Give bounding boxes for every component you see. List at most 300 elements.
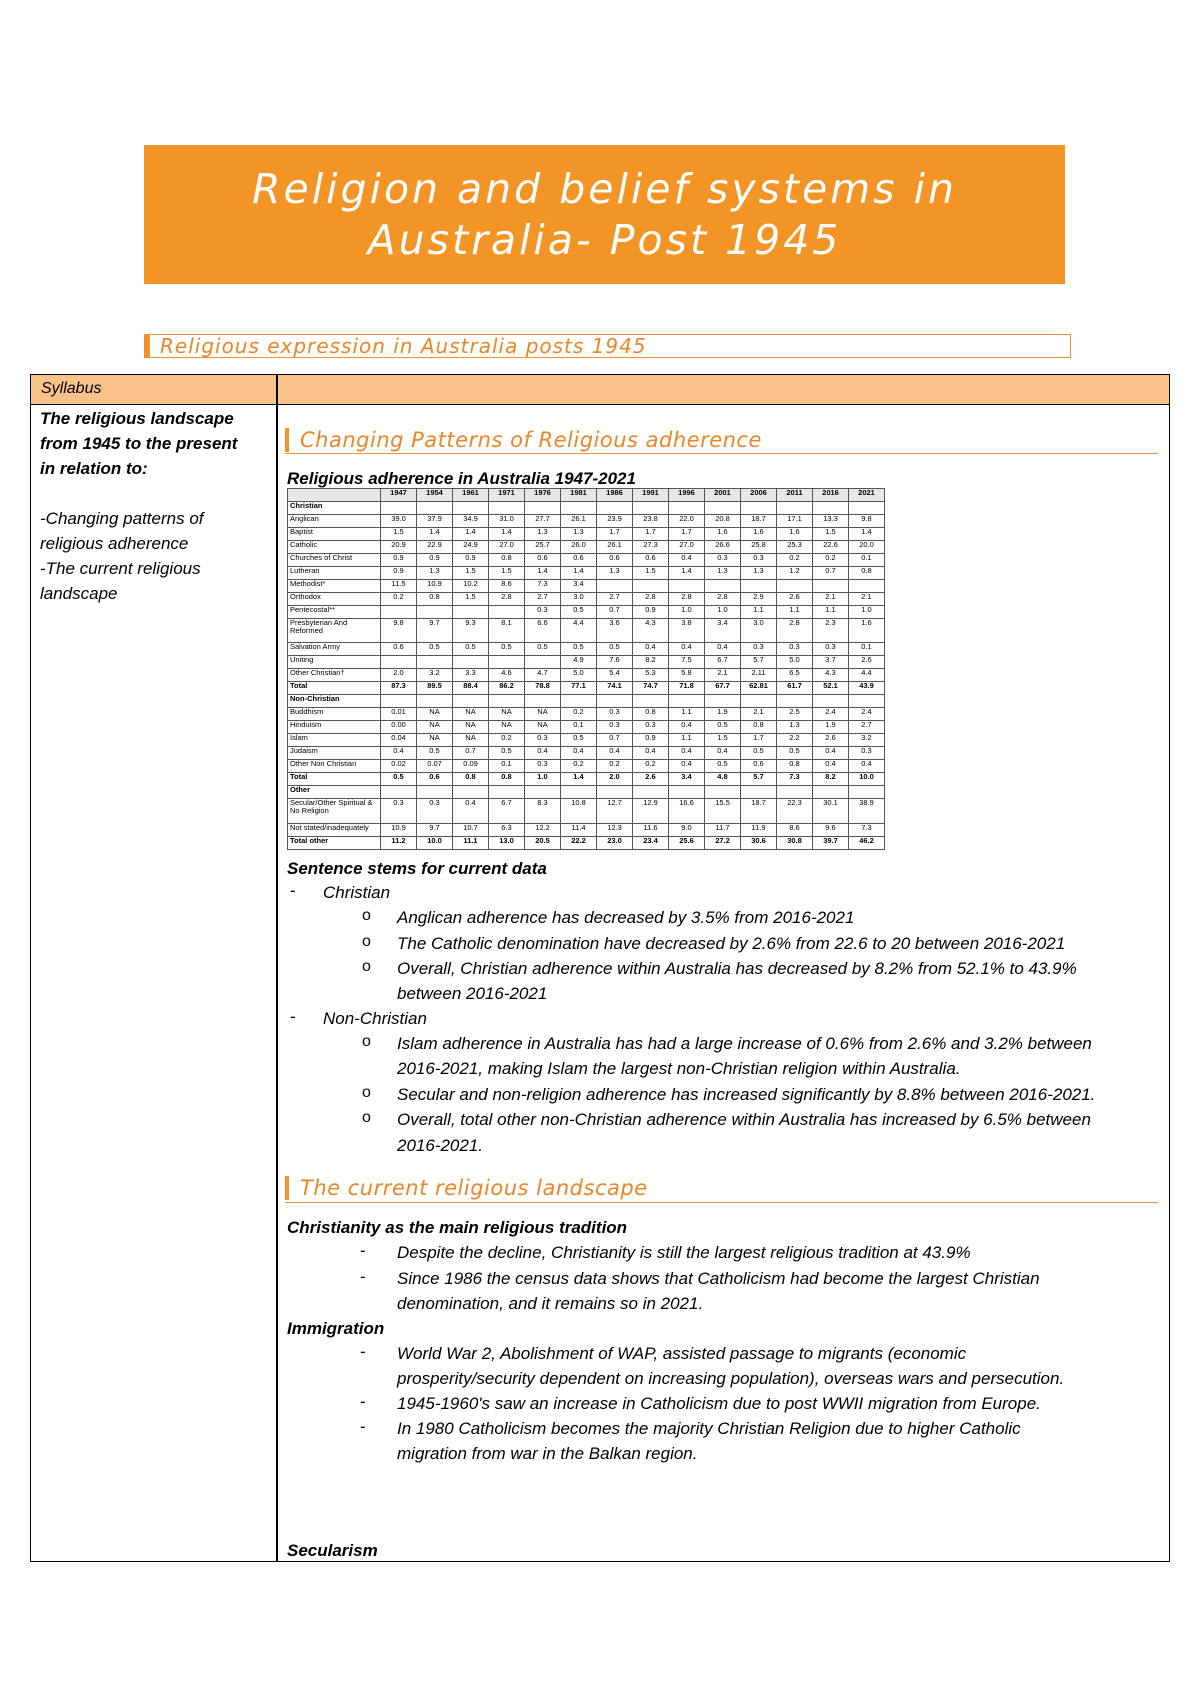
table-row xyxy=(288,579,885,592)
table-cell: 25.3 xyxy=(777,540,813,553)
table-cell: 0.5 xyxy=(417,643,453,656)
year-header: 1991 xyxy=(633,489,669,502)
table-cell: 0.5 xyxy=(489,747,525,760)
section-heading-box xyxy=(144,334,1071,358)
table-cell: 2.3 xyxy=(813,618,849,643)
christian-point: Overall, Christian adherence within Australia has decreased by 8.2% from 52.1% to 43.9% xyxy=(397,959,1077,978)
table-cell xyxy=(561,501,597,514)
year-header: 2006 xyxy=(741,489,777,502)
table-cell xyxy=(705,579,741,592)
table-cell: 0.4 xyxy=(669,747,705,760)
table-cell xyxy=(381,501,417,514)
table-cell: 1.1 xyxy=(669,708,705,721)
section-title: Religious expression in Australia posts 1945 xyxy=(160,334,647,358)
row-label: Pentecostal** xyxy=(288,605,381,618)
table-cell: 0.4 xyxy=(633,747,669,760)
row-label: Lutheran xyxy=(288,566,381,579)
table-cell: 34.9 xyxy=(453,514,489,527)
table-cell: 38.9 xyxy=(849,799,885,824)
year-header: 1971 xyxy=(489,489,525,502)
table-cell: 1.3 xyxy=(705,566,741,579)
table-cell: 5.0 xyxy=(561,669,597,682)
table-cell: 8.2 xyxy=(813,773,849,786)
table-cell: 2.8 xyxy=(705,592,741,605)
table-row xyxy=(288,618,885,643)
table-cell: 0.8 xyxy=(741,721,777,734)
table-cell: 43.9 xyxy=(849,682,885,695)
table-cell: 0.8 xyxy=(777,760,813,773)
table-cell: 0.1 xyxy=(561,721,597,734)
table-cell: 0.8 xyxy=(417,592,453,605)
table-cell: 23.8 xyxy=(633,514,669,527)
table-cell: 20.8 xyxy=(705,514,741,527)
title-line-1: Religion and belief systems in xyxy=(252,164,957,213)
table-cell xyxy=(777,786,813,799)
table-cell: 11.1 xyxy=(453,836,489,849)
table-cell: 20.9 xyxy=(381,540,417,553)
row-label: Other Christian† xyxy=(288,669,381,682)
table-cell: 13.3 xyxy=(813,514,849,527)
document-title xyxy=(252,164,957,266)
table-cell: 10.0 xyxy=(849,773,885,786)
table-title: Religious adherence in Australia 1947-2021 xyxy=(287,469,636,488)
immigration-point-cont: prosperity/security dependent on increasing population), overseas wars and persecution. xyxy=(397,1369,1065,1388)
table-cell: 0.3 xyxy=(813,643,849,656)
table-cell: 27.2 xyxy=(705,836,741,849)
table-cell: 0.01 xyxy=(381,708,417,721)
table-row xyxy=(288,669,885,682)
heading-current-landscape: The current religious landscape xyxy=(300,1176,648,1200)
table-cell: 5.7 xyxy=(741,656,777,669)
table-cell: 10.8 xyxy=(561,799,597,824)
table-cell: 1.9 xyxy=(813,721,849,734)
table-cell: 4.4 xyxy=(849,669,885,682)
table-cell: 0.8 xyxy=(489,773,525,786)
row-label: Methodist* xyxy=(288,579,381,592)
table-row xyxy=(288,501,885,514)
table-cell xyxy=(381,605,417,618)
table-cell: 1.6 xyxy=(777,527,813,540)
table-cell: 2.7 xyxy=(525,592,561,605)
table-cell: 26.0 xyxy=(561,540,597,553)
syllabus-item: -The current religious xyxy=(40,559,201,578)
table-cell: 0.3 xyxy=(417,799,453,824)
christianity-point: Since 1986 the census data shows that Catholicism had become the largest Christian xyxy=(397,1269,1040,1288)
table-cell: 0.2 xyxy=(381,592,417,605)
table-cell: 5.7 xyxy=(741,773,777,786)
table-cell xyxy=(453,695,489,708)
table-cell: 9.8 xyxy=(849,514,885,527)
table-cell: 12.7 xyxy=(597,799,633,824)
table-cell: 6.6 xyxy=(525,618,561,643)
table-cell: 1.3 xyxy=(417,566,453,579)
table-cell: 7.6 xyxy=(597,656,633,669)
table-row xyxy=(288,605,885,618)
row-label: Other Non Christian xyxy=(288,760,381,773)
table-cell xyxy=(561,786,597,799)
table-cell: 11.4 xyxy=(561,823,597,836)
row-label: Islam xyxy=(288,734,381,747)
table-cell: 30.8 xyxy=(777,836,813,849)
row-label: Christian xyxy=(288,501,381,514)
table-cell: 0.4 xyxy=(705,643,741,656)
table-cell: 0.4 xyxy=(669,760,705,773)
table-cell: 18.7 xyxy=(741,799,777,824)
table-cell: 7.3 xyxy=(777,773,813,786)
table-cell: 12.2 xyxy=(525,823,561,836)
table-cell: 1.5 xyxy=(705,734,741,747)
table-cell xyxy=(705,786,741,799)
table-cell xyxy=(525,695,561,708)
table-cell: 67.7 xyxy=(705,682,741,695)
table-cell: 1.1 xyxy=(813,605,849,618)
table-cell: 4.3 xyxy=(813,669,849,682)
immigration-point: In 1980 Catholicism becomes the majority Christian Religion due to higher Catholic xyxy=(397,1419,1021,1438)
table-cell: 0.4 xyxy=(525,747,561,760)
table-cell: 74.7 xyxy=(633,682,669,695)
table-cell: 0.5 xyxy=(489,643,525,656)
table-cell: 26.1 xyxy=(597,540,633,553)
table-cell: 1.0 xyxy=(669,605,705,618)
christian-point: Anglican adherence has decreased by 3.5% from 2016-2021 xyxy=(397,908,855,927)
table-cell: 0.5 xyxy=(561,605,597,618)
heading-accent-bar xyxy=(285,1176,289,1200)
table-cell: 5.4 xyxy=(597,669,633,682)
table-cell: 89.5 xyxy=(417,682,453,695)
table-cell: 1.5 xyxy=(813,527,849,540)
table-cell: 0.3 xyxy=(705,553,741,566)
table-cell: 2.6 xyxy=(777,592,813,605)
table-cell: 1.4 xyxy=(489,527,525,540)
table-cell: 0.2 xyxy=(561,708,597,721)
table-cell: 8.2 xyxy=(633,656,669,669)
year-header: 1986 xyxy=(597,489,633,502)
table-cell: 0.9 xyxy=(417,553,453,566)
table-cell: 1.3 xyxy=(525,527,561,540)
table-cell xyxy=(381,695,417,708)
table-cell xyxy=(741,501,777,514)
table-cell: 3.6 xyxy=(597,618,633,643)
table-cell: 2.5 xyxy=(777,708,813,721)
table-cell: 39.0 xyxy=(381,514,417,527)
table-cell xyxy=(813,695,849,708)
table-cell: 0.3 xyxy=(741,553,777,566)
title-line-2: Australia- Post 1945 xyxy=(367,215,842,264)
table-cell: 1.0 xyxy=(705,605,741,618)
table-cell: 0.8 xyxy=(849,566,885,579)
table-cell: 26.6 xyxy=(705,540,741,553)
table-cell: 16.6 xyxy=(669,799,705,824)
secularism-title: Secularism xyxy=(287,1541,378,1560)
table-cell: 0.6 xyxy=(381,643,417,656)
table-cell xyxy=(561,695,597,708)
row-label: Churches of Christ xyxy=(288,553,381,566)
table-cell: 22.0 xyxy=(669,514,705,527)
table-cell: 23.9 xyxy=(597,514,633,527)
table-cell: NA xyxy=(489,708,525,721)
table-cell: 3.4 xyxy=(705,618,741,643)
row-label: Not stated/inadequately xyxy=(288,823,381,836)
christianity-point: Despite the decline, Christianity is still the largest religious tradition at 43.9% xyxy=(397,1243,971,1262)
table-cell: 2.6 xyxy=(813,734,849,747)
table-cell: NA xyxy=(417,734,453,747)
table-cell: 27.7 xyxy=(525,514,561,527)
table-cell xyxy=(813,501,849,514)
table-cell: 0.6 xyxy=(597,553,633,566)
syllabus-content xyxy=(40,406,250,606)
table-cell: 0.3 xyxy=(525,760,561,773)
table-cell: 20.5 xyxy=(525,836,561,849)
table-row xyxy=(288,773,885,786)
syllabus-item: -Changing patterns of xyxy=(40,509,204,528)
table-cell: 0.7 xyxy=(597,734,633,747)
table-cell: 1.3 xyxy=(597,566,633,579)
table-cell: 9.7 xyxy=(417,618,453,643)
table-cell xyxy=(453,605,489,618)
table-cell: 3.4 xyxy=(669,773,705,786)
table-cell: 1.4 xyxy=(561,773,597,786)
table-cell: 46.2 xyxy=(849,836,885,849)
syllabus-item: religious adherence xyxy=(40,534,189,553)
table-cell: 0.6 xyxy=(417,773,453,786)
table-cell: 7.3 xyxy=(525,579,561,592)
table-cell: 31.0 xyxy=(489,514,525,527)
table-cell: 8.6 xyxy=(489,579,525,592)
table-cell: 0.9 xyxy=(633,605,669,618)
christian-point: The Catholic denomination have decreased by 2.6% from 22.6 to 20 between 2016-2021 xyxy=(397,934,1066,953)
table-cell: 0.5 xyxy=(561,643,597,656)
table-cell xyxy=(417,656,453,669)
table-cell: 0.7 xyxy=(597,605,633,618)
heading-changing-patterns: Changing Patterns of Religious adherence xyxy=(300,428,762,452)
table-cell: 0.04 xyxy=(381,734,417,747)
title-banner xyxy=(144,145,1065,284)
table-cell: 1.3 xyxy=(777,721,813,734)
table-cell: 0.2 xyxy=(561,760,597,773)
table-cell: 0.3 xyxy=(381,799,417,824)
nonchristian-point: Overall, total other non-Christian adherence within Australia has increased by 6.5% between xyxy=(397,1110,1091,1129)
table-cell: 0.5 xyxy=(525,643,561,656)
table-cell: 24.9 xyxy=(453,540,489,553)
table-cell xyxy=(849,786,885,799)
nonchristian-point-cont: 2016-2021. xyxy=(397,1136,484,1155)
circle-bullet: o xyxy=(362,1033,371,1050)
table-cell: NA xyxy=(525,721,561,734)
dash-bullet: - xyxy=(360,1392,366,1411)
table-cell xyxy=(525,656,561,669)
table-cell xyxy=(489,695,525,708)
table-cell: 10.2 xyxy=(453,579,489,592)
table-cell: 2.1 xyxy=(741,708,777,721)
table-row xyxy=(288,514,885,527)
table-cell xyxy=(525,501,561,514)
table-cell: 30.1 xyxy=(813,799,849,824)
table-cell xyxy=(489,656,525,669)
table-cell: 22.9 xyxy=(417,540,453,553)
table-cell: 1.9 xyxy=(705,708,741,721)
year-header: 2001 xyxy=(705,489,741,502)
table-cell: 12.9 xyxy=(633,799,669,824)
table-row xyxy=(288,799,885,824)
table-cell xyxy=(669,695,705,708)
table-cell: 1.6 xyxy=(849,618,885,643)
table-cell: 4.4 xyxy=(561,618,597,643)
table-cell: 25.6 xyxy=(669,836,705,849)
table-cell: 22.6 xyxy=(813,540,849,553)
table-cell: 39.7 xyxy=(813,836,849,849)
table-cell: 0.5 xyxy=(417,747,453,760)
table-cell: NA xyxy=(525,708,561,721)
table-cell: 7.3 xyxy=(849,823,885,836)
table-cell: 11.7 xyxy=(705,823,741,836)
year-header: 1954 xyxy=(417,489,453,502)
table-cell: 1.1 xyxy=(669,734,705,747)
table-cell: 11.2 xyxy=(381,836,417,849)
table-cell xyxy=(669,501,705,514)
table-cell xyxy=(525,786,561,799)
table-cell xyxy=(417,605,453,618)
immigration-point: 1945-1960's saw an increase in Catholicism due to post WWII migration from Europe. xyxy=(397,1394,1041,1413)
table-cell: 0.2 xyxy=(633,760,669,773)
table-cell: 0.4 xyxy=(669,553,705,566)
table-cell: 0.8 xyxy=(633,708,669,721)
table-cell: 4.9 xyxy=(561,656,597,669)
row-label: Secular/Other Spiritual & No Religion xyxy=(288,799,381,824)
section-accent-bar xyxy=(145,335,150,357)
row-label: Total other xyxy=(288,836,381,849)
table-cell: 0.3 xyxy=(777,643,813,656)
table-cell: 0.5 xyxy=(453,643,489,656)
table-cell: 0.5 xyxy=(777,747,813,760)
table-cell: 0.2 xyxy=(489,734,525,747)
table-cell: 1.1 xyxy=(741,605,777,618)
table-cell: NA xyxy=(417,708,453,721)
table-cell xyxy=(813,786,849,799)
table-cell: 1.4 xyxy=(849,527,885,540)
syllabus-item: landscape xyxy=(40,584,118,603)
year-header: 1976 xyxy=(525,489,561,502)
table-cell: 20.0 xyxy=(849,540,885,553)
table-cell: 0.1 xyxy=(849,643,885,656)
table-cell: 0.4 xyxy=(849,760,885,773)
table-cell: 62.81 xyxy=(741,682,777,695)
table-cell: 8.1 xyxy=(489,618,525,643)
table-cell: 22.2 xyxy=(561,836,597,849)
table-cell: 52.1 xyxy=(813,682,849,695)
table-cell: 0.4 xyxy=(669,721,705,734)
table-cell: 0.2 xyxy=(777,553,813,566)
table-cell: 25.8 xyxy=(741,540,777,553)
table-cell xyxy=(633,501,669,514)
table-cell: 4.3 xyxy=(633,618,669,643)
table-cell: 22.3 xyxy=(777,799,813,824)
table-cell: 1.0 xyxy=(525,773,561,786)
table-cell xyxy=(597,695,633,708)
table-cell xyxy=(669,786,705,799)
table-cell: 3.2 xyxy=(849,734,885,747)
table-cell: 1.4 xyxy=(525,566,561,579)
table-cell: 13.0 xyxy=(489,836,525,849)
table-cell: 10.9 xyxy=(381,823,417,836)
syllabus-header: Syllabus xyxy=(41,380,102,397)
table-cell: 3.7 xyxy=(813,656,849,669)
immigration-point-cont: migration from war in the Balkan region. xyxy=(397,1444,698,1463)
table-cell xyxy=(597,579,633,592)
circle-bullet: o xyxy=(362,933,371,950)
table-cell: 7.5 xyxy=(669,656,705,669)
table-cell xyxy=(849,695,885,708)
row-label: Anglican xyxy=(288,514,381,527)
table-cell: 1.4 xyxy=(417,527,453,540)
table-cell: 1.7 xyxy=(741,734,777,747)
table-cell xyxy=(417,501,453,514)
table-cell xyxy=(741,786,777,799)
table-row xyxy=(288,527,885,540)
table-cell: 2.6 xyxy=(849,656,885,669)
dash-bullet: - xyxy=(360,1241,366,1260)
table-cell: NA xyxy=(453,721,489,734)
table-cell: 3.0 xyxy=(741,618,777,643)
table-corner-cell xyxy=(288,489,381,502)
table-cell xyxy=(849,579,885,592)
table-cell: 1.7 xyxy=(669,527,705,540)
table-cell: 3.8 xyxy=(669,618,705,643)
table-cell: 1.5 xyxy=(489,566,525,579)
table-cell: 0.2 xyxy=(597,760,633,773)
table-cell: 1.5 xyxy=(381,527,417,540)
table-cell xyxy=(453,786,489,799)
table-cell: 77.1 xyxy=(561,682,597,695)
syllabus-line: The religious landscape xyxy=(40,409,234,428)
table-cell: 0.5 xyxy=(741,747,777,760)
table-cell: 2.6 xyxy=(633,773,669,786)
row-label: Catholic xyxy=(288,540,381,553)
table-cell: 1.2 xyxy=(777,566,813,579)
immigration-title: Immigration xyxy=(287,1319,385,1338)
immigration-point: World War 2, Abolishment of WAP, assisted passage to migrants (economic xyxy=(397,1344,967,1363)
table-cell xyxy=(381,786,417,799)
table-cell: 2.1 xyxy=(849,592,885,605)
table-cell: 0.4 xyxy=(561,747,597,760)
year-header: 1996 xyxy=(669,489,705,502)
table-cell: 1.1 xyxy=(777,605,813,618)
table-cell: 2.11 xyxy=(741,669,777,682)
table-cell: 0.6 xyxy=(741,760,777,773)
table-row xyxy=(288,721,885,734)
table-cell: 2.0 xyxy=(597,773,633,786)
table-row xyxy=(288,708,885,721)
table-row xyxy=(288,682,885,695)
table-cell: 0.5 xyxy=(597,643,633,656)
table-cell: 0.3 xyxy=(633,721,669,734)
heading-accent-bar xyxy=(285,428,289,452)
table-cell: 0.3 xyxy=(525,605,561,618)
table-cell: 2.7 xyxy=(849,721,885,734)
table-cell: 2.8 xyxy=(489,592,525,605)
table-cell: 5.8 xyxy=(669,669,705,682)
table-cell: 12.3 xyxy=(597,823,633,836)
dash-bullet: - xyxy=(360,1417,366,1436)
table-cell: 27.0 xyxy=(669,540,705,553)
table-cell: 1.4 xyxy=(669,566,705,579)
circle-bullet: o xyxy=(362,907,371,924)
table-cell: 2.2 xyxy=(777,734,813,747)
table-cell xyxy=(381,656,417,669)
table-cell: 15.5 xyxy=(705,799,741,824)
table-cell xyxy=(813,579,849,592)
table-cell xyxy=(849,501,885,514)
nonchristian-point-cont: 2016-2021, making Islam the largest non-Christian religion within Australia. xyxy=(397,1059,961,1078)
